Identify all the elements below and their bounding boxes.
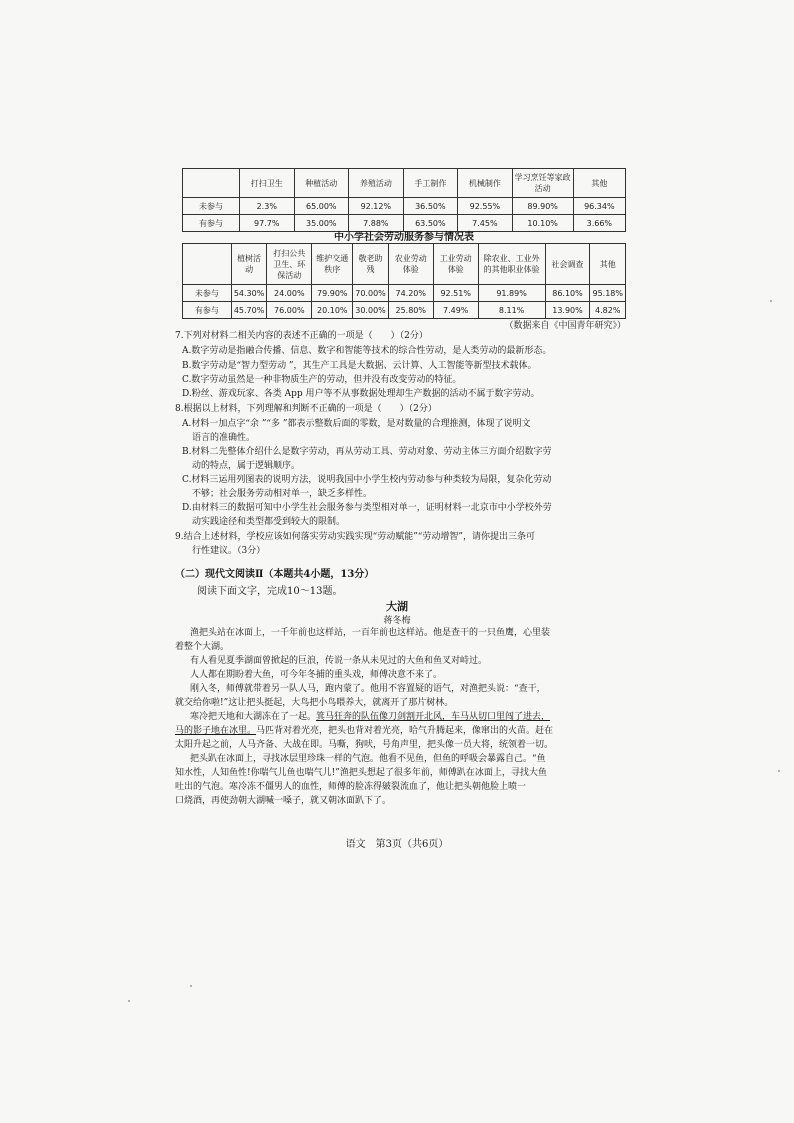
table-row: [183, 302, 626, 319]
question-8-option-d: D.由材料三的数据可知中小学生社会服务参与类型相对单一，证明材料一北京市中小学校外劳: [182, 503, 552, 513]
table-cell: 63.50%: [403, 215, 458, 232]
question-9-stem-cont: 行性建议。（3分）: [192, 546, 266, 556]
table-cell: 74.20%: [388, 285, 433, 302]
story-paragraph-5-cont: [175, 726, 553, 737]
table-cell: 其他: [590, 244, 626, 285]
table-cell: 打扫卫生: [240, 169, 295, 198]
table-cell: [183, 244, 232, 285]
story-author: 蒋冬梅: [383, 616, 411, 626]
table-cell: 10.10%: [512, 215, 573, 232]
table-caption: 中小学社会劳动服务参与情况表: [334, 232, 474, 243]
table-cell: 35.00%: [294, 215, 349, 232]
question-8-option-c: C.材料三运用列图表的说明方法，说明我国中小学生校内劳动参与种类较为局限，复杂化劳动: [182, 475, 552, 485]
underlined-sentence: 箕马狂奔的队伍像刀剑割开北风，车马从切口里闯了进去，: [316, 712, 551, 722]
story-paragraph-3: 人人都在期盼着大鱼，可今年冬捕的重头戏，师傅决意不来了。: [190, 670, 443, 680]
story-paragraph-1: 渔把头站在冰面上，一千年前也这样站，一百年前也这样站。他是查干的一只鱼鹰，心里装: [190, 628, 551, 638]
section-heading: （二）现代文阅读Ⅱ（本题共4小题，13分）: [175, 569, 375, 580]
story-paragraph-4-cont: 就交给你啦!”这让把头挺起，大鸟把小鸟喂养大，就离开了那片树林。: [175, 698, 454, 708]
table-cell: 未参与: [183, 285, 232, 302]
table-cell: 92.55%: [458, 198, 513, 215]
question-8-stem: 8.根据以上材料，下列理解和判断不正确的一项是（ ）（2分）: [175, 404, 437, 414]
table-cell: 其他: [573, 169, 625, 198]
table-cell: 农业劳动体验: [388, 244, 433, 285]
table-cell: 8.11%: [478, 302, 545, 319]
table-cell: 89.90%: [512, 198, 573, 215]
story-paragraph-6-cont: 吐出的气泡。寒冷冻不僵男人的血性，师傅的脸冻得皴裂流血了，他让把头朝他脸上喷一: [175, 782, 527, 792]
table-cell: 91.89%: [478, 285, 545, 302]
table-cell: 24.00%: [267, 285, 312, 302]
household-labor-table: [182, 168, 626, 232]
page-footer: 语文 第3页（共6页）: [345, 839, 449, 850]
table-cell: 97.7%: [240, 215, 295, 232]
table-cell: 36.50%: [403, 198, 458, 215]
underlined-sentence: 马的影子地在冰里。: [175, 726, 257, 736]
table-cell: 养殖活动: [349, 169, 404, 198]
table-cell: 4.82%: [590, 302, 626, 319]
story-text: 马匹背对着光亮，把头也背对着光亮，哈气升腾起来，像窜出的火苗。赶在: [256, 726, 554, 736]
table-cell: 社会调查: [545, 244, 590, 285]
table-cell: 70.00%: [353, 285, 389, 302]
question-8-option-a: A.材料一加点字“余 ”“多 ”都表示整数后面的零数，是对数量的合理推测，体现了说明文: [182, 419, 531, 429]
table-cell: 95.18%: [590, 285, 626, 302]
table-cell: 手工制作: [403, 169, 458, 198]
story-paragraph-6: 把头趴在冰面上，寻找冰层里珍珠一样的气泡。他看不见鱼，但鱼的呼吸会暴露自己。“鱼: [190, 754, 546, 764]
table-row: [183, 198, 626, 215]
table-cell: 45.70%: [231, 302, 267, 319]
table-cell: 79.90%: [312, 285, 353, 302]
table-cell: 未参与: [183, 198, 240, 215]
table-row: [183, 285, 626, 302]
scan-speck: [128, 1000, 130, 1002]
social-labor-table: [182, 243, 626, 319]
question-7-option-b: B.数字劳动是“智力型劳动 ”，其生产工具是大数据、云计算、人工智能等新型技术载体。: [182, 361, 537, 371]
table-cell: 7.45%: [458, 215, 513, 232]
question-8-option-a-cont: 语言的准确性。: [192, 433, 256, 443]
question-7-option-a: A.数字劳动是指融合传播、信息、数字和智能等技术的综合性劳动，是人类劳动的最新形态。: [182, 346, 552, 356]
story-paragraph-1-cont: 着整个大湖。: [175, 642, 230, 652]
table-cell: 工业劳动体验: [433, 244, 478, 285]
story-paragraph-5-cont: 太阳升起之前，人马齐备、大战在即。马嘶，狗吠，号角声里，把头像一员大将，统领着一切。: [175, 740, 554, 750]
story-paragraph-5: [190, 712, 550, 723]
table-cell: 维护交通秩序: [312, 244, 353, 285]
table-header-row: [183, 169, 626, 198]
table-cell: 92.51%: [433, 285, 478, 302]
question-8-option-b: B.材料二先整体介绍什么是数字劳动，再从劳动工具、劳动对象、劳动主体三方面介绍数字劳: [182, 447, 552, 457]
question-7-stem: 7.下列对材料二相关内容的表述不正确的一项是（ ）（2分）: [175, 331, 428, 341]
data-source-note: （数据来自《中国青年研究》）: [504, 321, 626, 331]
story-paragraph-6-cont: 知水性，人知鱼性!你喘气儿鱼也喘气儿!”渔把头想起了很多年前，师傅趴在冰面上，寻找大鱼: [175, 768, 547, 778]
section-instruction: 阅读下面文字，完成10～13题。: [197, 586, 343, 597]
question-9-stem: 9.结合上述材料，学校应该如何落实劳动实践实现“劳动赋能”“劳动增智”，请你提出三条可: [175, 532, 535, 542]
table-cell: 86.10%: [545, 285, 590, 302]
story-paragraph-6-cont: 口烧酒，再使劲朝大湖喊一嗓子，就又朝冰面趴下了。: [175, 796, 392, 806]
table-cell: 13.90%: [545, 302, 590, 319]
table-cell: 7.49%: [433, 302, 478, 319]
question-8-option-c-cont: 不够；社会服务劳动相对单一，缺乏多样性。: [192, 489, 373, 499]
table-cell: 92.12%: [349, 198, 404, 215]
table-cell: 30.00%: [353, 302, 389, 319]
story-title: 大湖: [386, 600, 408, 613]
question-7-option-d: D.粉丝、游戏玩家、各类 App 用户等不从事数据处理却生产数据的活动不属于数字劳动。: [182, 389, 540, 399]
table-cell: 2.3%: [240, 198, 295, 215]
question-8-option-d-cont: 动实践途径和类型都受到较大的限制。: [192, 517, 346, 527]
story-paragraph-2: 有人看见夏季湖面曾掀起的巨浪，传说一条从未见过的大鱼和鱼叉对峙过。: [190, 656, 488, 666]
question-8-option-b-cont: 动的特点，属于逻辑顺序。: [192, 461, 301, 471]
scan-speck: [770, 300, 772, 302]
table-cell: 96.34%: [573, 198, 625, 215]
table-cell: 65.00%: [294, 198, 349, 215]
table-cell: 植树活动: [231, 244, 267, 285]
table-cell: 种植活动: [294, 169, 349, 198]
table-cell: [183, 169, 240, 198]
table-cell: 除农业、工业外的其他职业体验: [478, 244, 545, 285]
table-cell: 7.88%: [349, 215, 404, 232]
table-cell: 打扫公共卫生、环保活动: [267, 244, 312, 285]
table-cell: 有参与: [183, 302, 232, 319]
table-cell: 54.30%: [231, 285, 267, 302]
table-cell: 学习烹饪等家政活动: [512, 169, 573, 198]
table-cell: 25.80%: [388, 302, 433, 319]
question-7-option-c: C.数字劳动虽然是一种非物质生产的劳动，但并没有改变劳动的特征。: [182, 375, 462, 385]
table-cell: 20.10%: [312, 302, 353, 319]
table-cell: 76.00%: [267, 302, 312, 319]
scan-speck: [778, 770, 780, 772]
story-text: 寒冷把天地和大湖冻在了一起。: [190, 712, 317, 722]
table-cell: 3.66%: [573, 215, 625, 232]
table-cell: 有参与: [183, 215, 240, 232]
story-paragraph-4: 刚入冬，师傅就带着另一队人马，跑内蒙了。他用不容置疑的语气，对渔把头说：“查干，: [190, 684, 546, 694]
table-header-row: [183, 244, 626, 285]
table-cell: 机械制作: [458, 169, 513, 198]
scan-speck: [190, 985, 192, 987]
table-cell: 敬老助残: [353, 244, 389, 285]
